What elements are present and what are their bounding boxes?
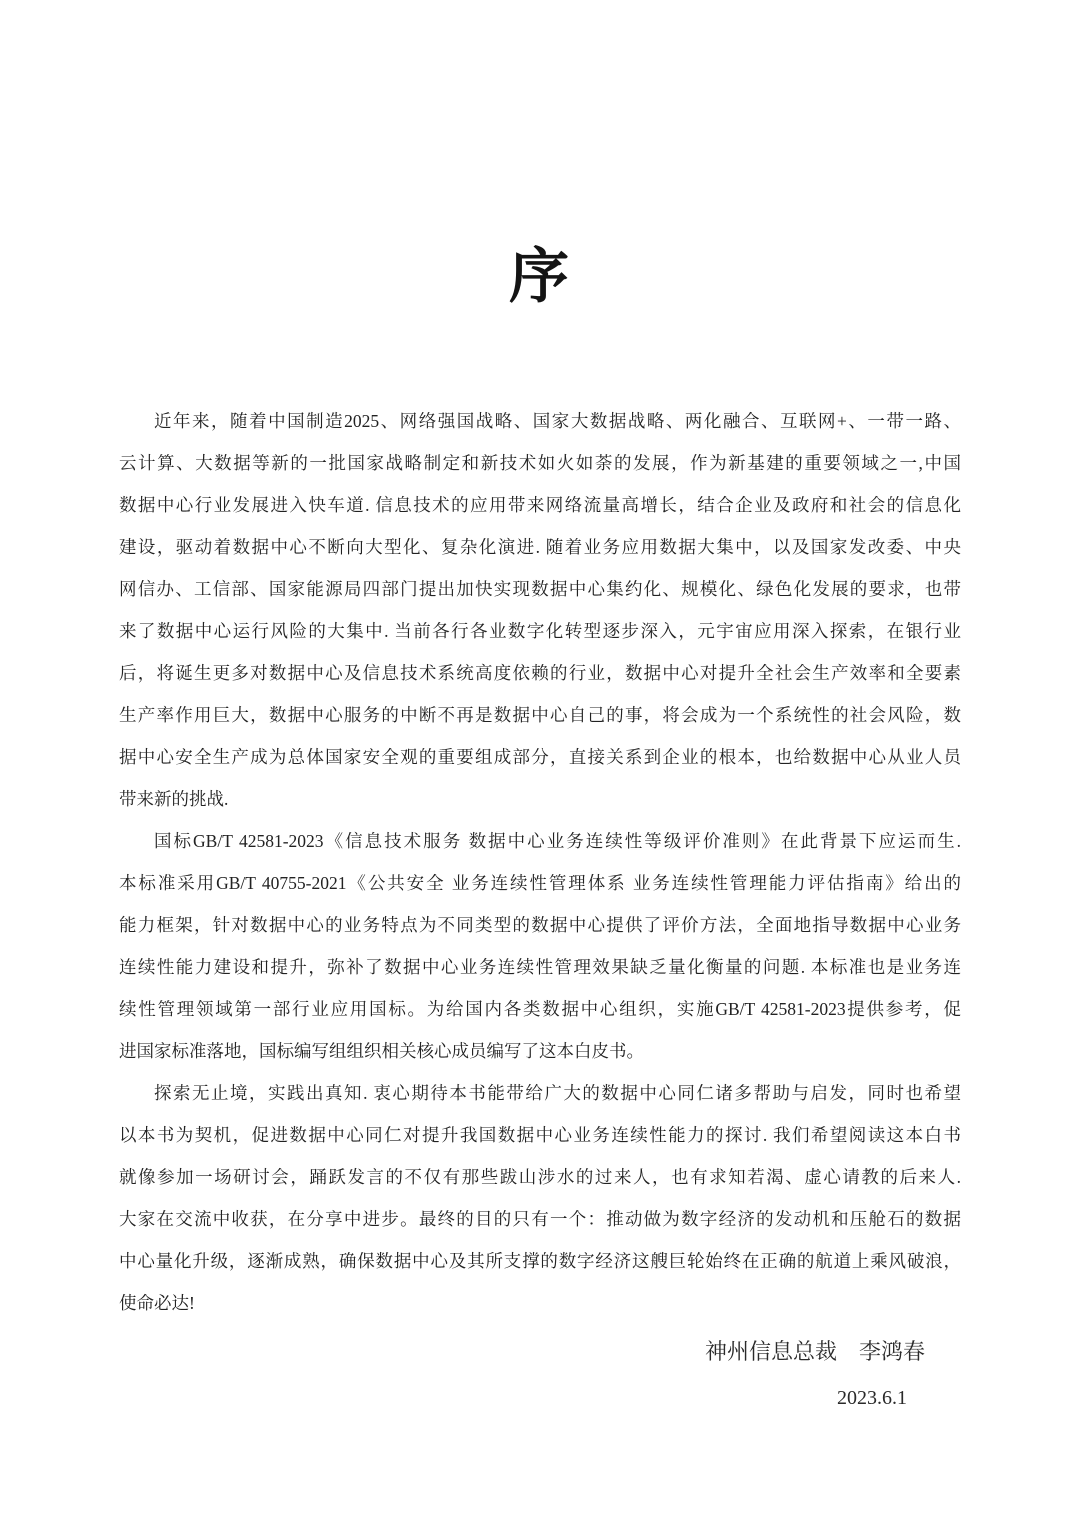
text-line: 本标准采用GB/T 40755-2021《公共安全 业务连续性管理体系 业务连续性管理能力评估指南》给出的 <box>119 873 961 893</box>
text-line: 续性管理领域第一部行业应用国标。为给国内各类数据中心组织，实施GB/T 42581-2023提供参考，促 <box>119 999 961 1019</box>
text-line: 来了数据中心运行风险的大集中. 当前各行各业数字化转型逐步深入，元宇宙应用深入探索，在银行业 <box>119 621 961 641</box>
text-line: 数据中心行业发展进入快车道. 信息技术的应用带来网络流量高增长，结合企业及政府和社会的信息化 <box>119 495 961 515</box>
text-line: 探索无止境，实践出真知. 衷心期待本书能带给广大的数据中心同仁诸多帮助与启发，同时也希望 <box>154 1083 961 1103</box>
text-line: 据中心安全生产成为总体国家安全观的重要组成部分，直接关系到企业的根本，也给数据中心从业人员 <box>119 747 961 767</box>
paragraph <box>119 1072 961 1324</box>
text-line: 中心量化升级，逐渐成熟，确保数据中心及其所支撑的数字经济这艘巨轮始终在正确的航道上乘风破浪， <box>119 1251 961 1271</box>
paragraph <box>119 400 961 820</box>
page-title: 序 <box>509 244 571 310</box>
text-line: 进国家标准落地，国标编写组组织相关核心成员编写了这本白皮书。 <box>119 1041 644 1061</box>
date: 2023.6.1 <box>837 1387 907 1409</box>
preface-body <box>119 400 961 1324</box>
text-line: 近年来，随着中国制造2025、网络强国战略、国家大数据战略、两化融合、互联网+、一带一路、 <box>154 411 961 431</box>
paragraph <box>119 820 961 1072</box>
text-line: 以本书为契机，促进数据中心同仁对提升我国数据中心业务连续性能力的探讨. 我们希望阅读这本白书 <box>119 1125 961 1145</box>
text-line: 国标GB/T 42581-2023《信息技术服务 数据中心业务连续性等级评价准则》在此背景下应运而生. <box>154 831 961 851</box>
text-line: 就像参加一场研讨会，踊跃发言的不仅有那些跋山涉水的过来人，也有求知若渴、虚心请教的后来人. <box>119 1167 961 1187</box>
text-line: 连续性能力建设和提升，弥补了数据中心业务连续性管理效果缺乏量化衡量的问题. 本标准也是业务连 <box>119 957 961 977</box>
text-line: 生产率作用巨大，数据中心服务的中断不再是数据中心自己的事，将会成为一个系统性的社会风险，数 <box>119 705 961 725</box>
text-line: 带来新的挑战. <box>119 789 229 809</box>
text-line: 网信办、工信部、国家能源局四部门提出加快实现数据中心集约化、规模化、绿色化发展的要求，也带 <box>119 579 961 599</box>
text-line: 大家在交流中收获，在分享中进步。最终的目的只有一个：推动做为数字经济的发动机和压舱石的数据 <box>119 1209 961 1229</box>
signature: 神州信息总裁 李鸿春 <box>704 1339 925 1364</box>
text-line: 建设，驱动着数据中心不断向大型化、复杂化演进. 随着业务应用数据大集中，以及国家发改委、中央 <box>119 537 961 557</box>
text-line: 后，将诞生更多对数据中心及信息技术系统高度依赖的行业，数据中心对提升全社会生产效率和全要素 <box>119 663 961 683</box>
text-line: 使命必达! <box>119 1293 195 1313</box>
text-line: 能力框架，针对数据中心的业务特点为不同类型的数据中心提供了评价方法，全面地指导数据中心业务 <box>119 915 961 935</box>
text-line: 云计算、大数据等新的一批国家战略制定和新技术如火如荼的发展，作为新基建的重要领域之一,中国 <box>119 453 961 473</box>
